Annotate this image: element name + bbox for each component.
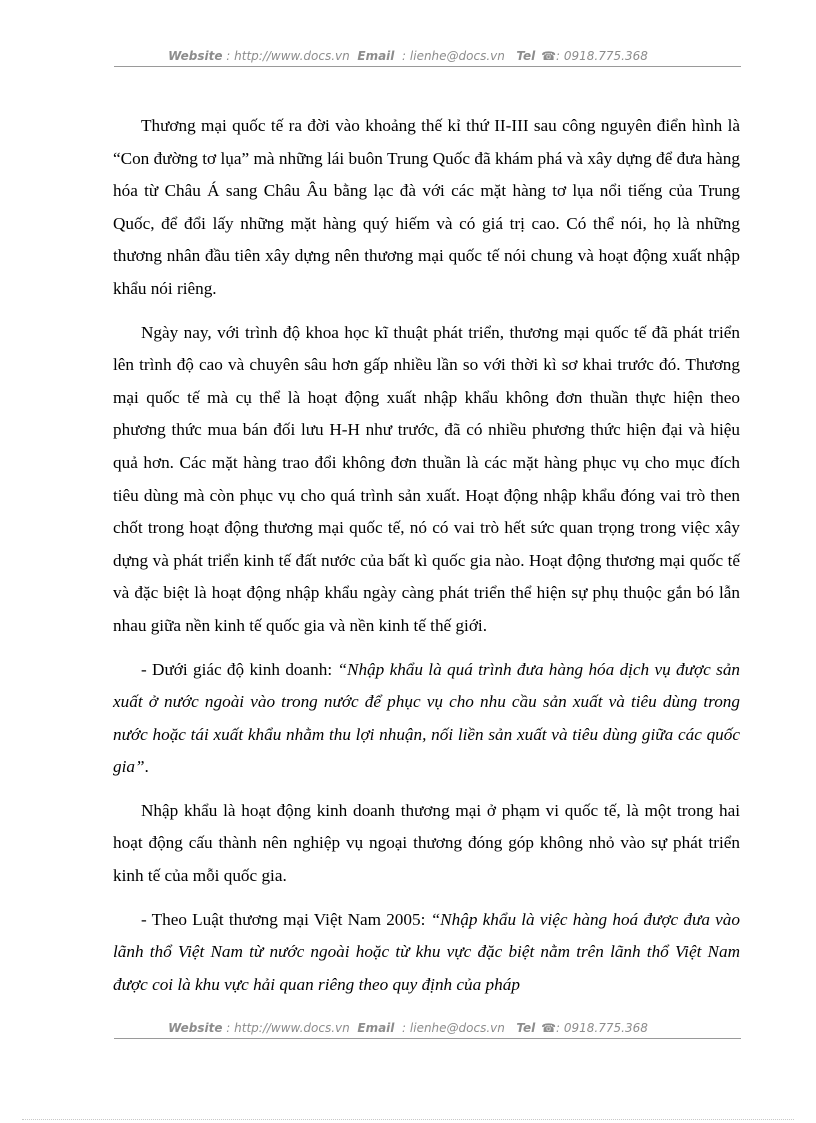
paragraph-3-quote: “Nhập khẩu là quá trình đưa hàng hóa dịch vụ được sản xuất ở nước ngoài vào trong nước để phục vụ cho nhu cầu sản xuất và tiêu dùng trong nước hoặc tái xuất khẩu nhằm thu lợi nhuận, nối liền sản xuất và tiêu dùng giữa các quốc gia” bbox=[113, 659, 741, 777]
paragraph-3-lead: - Dưới giác độ kinh doanh: bbox=[141, 659, 338, 679]
footer-tel-value: : 0918.775.368 bbox=[556, 1021, 648, 1035]
footer-divider bbox=[114, 1038, 741, 1039]
footer-website-link[interactable]: : http://www.docs.vn bbox=[226, 1021, 350, 1035]
header-divider bbox=[114, 66, 741, 67]
header-tel-value: : 0918.775.368 bbox=[556, 49, 648, 63]
paragraph-5-quote: “Nhập khẩu là việc hàng hoá được đưa vào lãnh thổ Việt Nam từ nước ngoài hoặc từ khu vực đặc biệt nằm trên lãnh thổ Việt Nam được coi là khu vực hải quan riêng theo quy định của pháp bbox=[113, 909, 740, 994]
paragraph-2: Ngày nay, với trình độ khoa học kĩ thuật phát triển, thương mại quốc tế đã phát triển lên trình độ cao và chuyên sâu hơn gấp nhiều lần so với thời kì sơ khai trước đó. Thương mại quốc tế mà cụ thể là hoạt động xuất nhập khẩu không đơn thuần thực hiện theo phương thức mua bán đối lưu H-H như trước, đã có nhiều phương thức hiện đại và hiệu quả hơn. Các mặt hàng trao đổi không đơn thuần là các mặt hàng phục vụ cho mục đích tiêu dùng mà còn phục vụ cho quá trình sản xuất. Hoạt động nhập khẩu đóng vai trò then chốt trong hoạt động thương mại quốc tế, nó có vai trò hết sức quan trọng trong việc xây dựng và phát triển kinh tế đất nước của bất kì quốc gia nào. Hoạt động thương mại quốc tế và đặc biệt là hoạt động nhập khẩu ngày càng phát triển thể hiện sự phụ thuộc gắn bó lẫn nhau giữa nền kinh tế quốc gia và nền kinh tế thế giới. bbox=[113, 322, 740, 635]
paragraph-1: Thương mại quốc tế ra đời vào khoảng thế kỉ thứ II-III sau công nguyên điển hình là “Con đường tơ lụa” mà những lái buôn Trung Quốc đã khám phá và xây dựng để đưa hàng hóa từ Châu Á sang Châu Âu bằng lạc đà với các mặt hàng tơ lụa nổi tiếng của Trung Quốc, để đổi lấy những mặt hàng quý hiếm và có giá trị cao. Có thể nói, họ là những thương nhân đầu tiên xây dựng nên thương mại quốc tế nói chung và hoạt động xuất nhập khẩu nói riêng. bbox=[113, 116, 740, 298]
page-break-divider bbox=[22, 1119, 794, 1120]
paragraph-3-end: . bbox=[144, 757, 149, 777]
page-header bbox=[0, 49, 816, 63]
footer-email-label: Email bbox=[357, 1021, 395, 1035]
header-email-link[interactable]: : lienhe@docs.vn bbox=[402, 49, 505, 63]
header-website-label: Website bbox=[168, 49, 223, 63]
header-tel-label: Tel bbox=[516, 49, 536, 63]
paragraph-5-lead: - Theo Luật thương mại Việt Nam 2005: bbox=[141, 909, 431, 929]
footer-email-link[interactable]: : lienhe@docs.vn bbox=[402, 1021, 505, 1035]
document-body bbox=[113, 110, 740, 1012]
paragraph-3 bbox=[113, 654, 740, 784]
page-footer bbox=[0, 1021, 816, 1035]
paragraph-5 bbox=[113, 904, 740, 1002]
phone-icon: ☎ bbox=[541, 49, 557, 63]
phone-icon: ☎ bbox=[541, 1021, 557, 1035]
footer-tel-label: Tel bbox=[516, 1021, 536, 1035]
header-email-label: Email bbox=[357, 49, 395, 63]
footer-website-label: Website bbox=[168, 1021, 223, 1035]
header-website-link[interactable]: : http://www.docs.vn bbox=[226, 49, 350, 63]
paragraph-4: Nhập khẩu là hoạt động kinh doanh thương mại ở phạm vi quốc tế, là một trong hai hoạt động cấu thành nên nghiệp vụ ngoại thương đóng góp không nhỏ vào sự phát triển kinh tế của mỗi quốc gia. bbox=[113, 800, 740, 886]
